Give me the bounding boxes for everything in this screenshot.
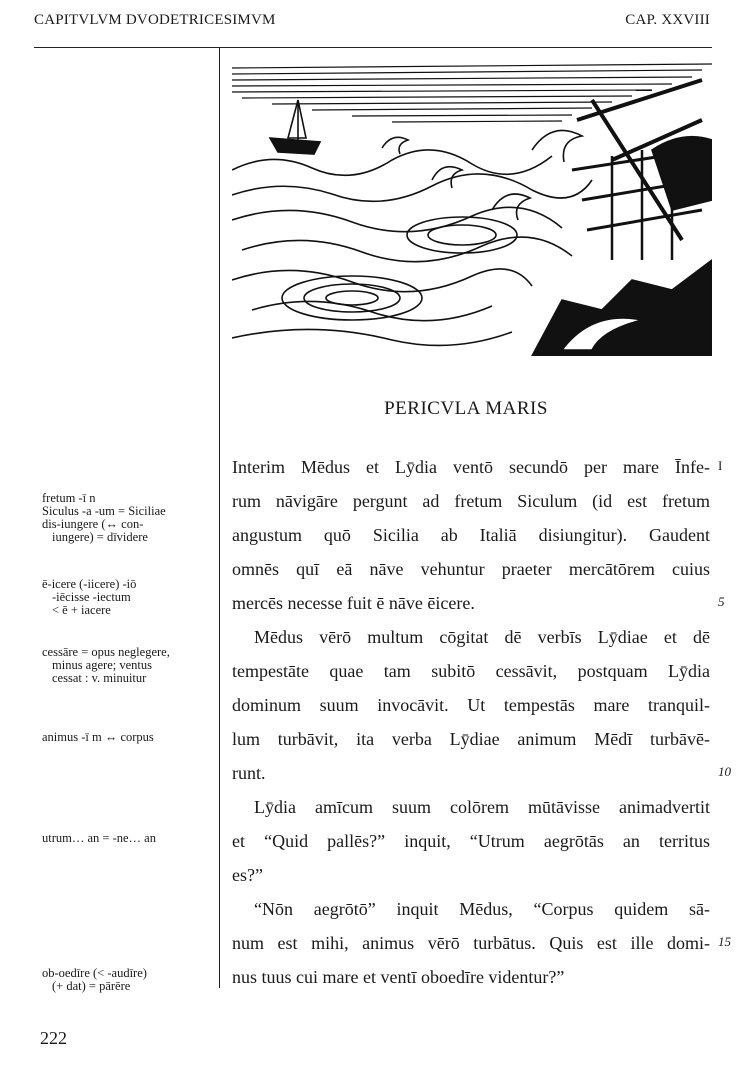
gloss-line: cessat : v. minuitur — [52, 671, 147, 685]
gloss-line: cessāre = opus neglegere, — [42, 645, 170, 659]
gloss-line: ē-icere (-iicere) -iō — [42, 577, 137, 591]
gloss-line: ob-oedīre (< -audīre) — [42, 966, 147, 980]
header-rule — [34, 47, 712, 48]
text-line: Mēdus vērō multum cōgitat dē verbīs Lȳdiae et dē — [254, 627, 710, 647]
gloss-line: -iēcisse -iectum — [52, 590, 131, 604]
text-line: Lȳdia amīcum suum colōrem mūtāvisse animadvertit — [254, 797, 710, 817]
line-number: 10 — [718, 764, 731, 779]
line-number: 15 — [718, 934, 731, 949]
gloss-line: (+ dat) = pārēre — [52, 979, 131, 993]
chapter-running-title: CAPITVLVM DVODETRICESIMVM — [34, 12, 276, 28]
text-line: runt. — [232, 763, 266, 783]
column-divider — [219, 48, 220, 988]
text-line: rum nāvigāre pergunt ad fretum Siculum (id est fretum — [232, 491, 710, 511]
margin-gloss-fretum — [42, 492, 214, 544]
text-line: dominum suum invocāvit. Ut tempestās mare tranquil- — [232, 695, 710, 715]
gloss-line: < ē + iacere — [52, 603, 111, 617]
gloss-line: iungere) = dīvidere — [52, 530, 148, 544]
text-line: et “Quid pallēs?” inquit, “Utrum aegrōtās an territus — [232, 831, 710, 851]
margin-gloss-cessare — [42, 646, 214, 685]
sea-storm-illustration — [232, 60, 712, 356]
text-line: angustum quō Sicilia ab Italiā disiungitur). Gaudent — [232, 525, 710, 545]
text-line: omnēs quī eā nāve vehuntur praeter mercātōrem cuius — [232, 559, 710, 579]
line-number: I — [718, 458, 723, 473]
gloss-line: utrum… an = -ne… an — [42, 831, 156, 845]
gloss-line: dis-iungere (↔ con- — [42, 517, 144, 531]
text-line: “Nōn aegrōtō” inquit Mēdus, “Corpus quidem sā- — [254, 899, 710, 919]
chapter-number: CAP. XXVIII — [625, 12, 710, 28]
margin-gloss-oboedire — [42, 967, 214, 993]
storm-sky — [232, 64, 712, 122]
text-line: tempestāte quae tam subitō cessāvit, postquam Lȳdia — [232, 661, 710, 681]
margin-gloss-utrum — [42, 832, 214, 845]
text-line: nus tuus cui mare et ventī oboedīre videntur?” — [232, 967, 565, 987]
text-line: Interim Mēdus et Lȳdia ventō secundō per mare Īnfe- — [232, 457, 710, 477]
margin-gloss-animus — [42, 731, 214, 744]
distant-ship — [270, 100, 320, 154]
text-line: es?” — [232, 865, 263, 885]
margin-gloss-eicere — [42, 578, 214, 617]
gloss-line: fretum -ī n — [42, 491, 96, 505]
text-line: num est mihi, animus vērō turbātus. Quis est ille domi- — [232, 933, 710, 953]
running-head — [34, 12, 710, 32]
page-number: 222 — [40, 1028, 67, 1048]
latin-text — [232, 450, 710, 994]
chapter-title: PERICVLA MARIS — [384, 398, 548, 419]
gloss-line: Siculus -a -um = Siciliae — [42, 504, 166, 518]
text-line: lum turbāvit, ita verba Lȳdiae animum Mēdī turbāvē- — [232, 729, 710, 749]
text-line: mercēs necesse fuit ē nāve ēicere. — [232, 593, 475, 613]
line-number: 5 — [718, 594, 725, 609]
gloss-line: animus -ī m ↔ corpus — [42, 730, 154, 744]
waves — [232, 130, 592, 345]
gloss-line: minus agere; ventus — [52, 658, 152, 672]
